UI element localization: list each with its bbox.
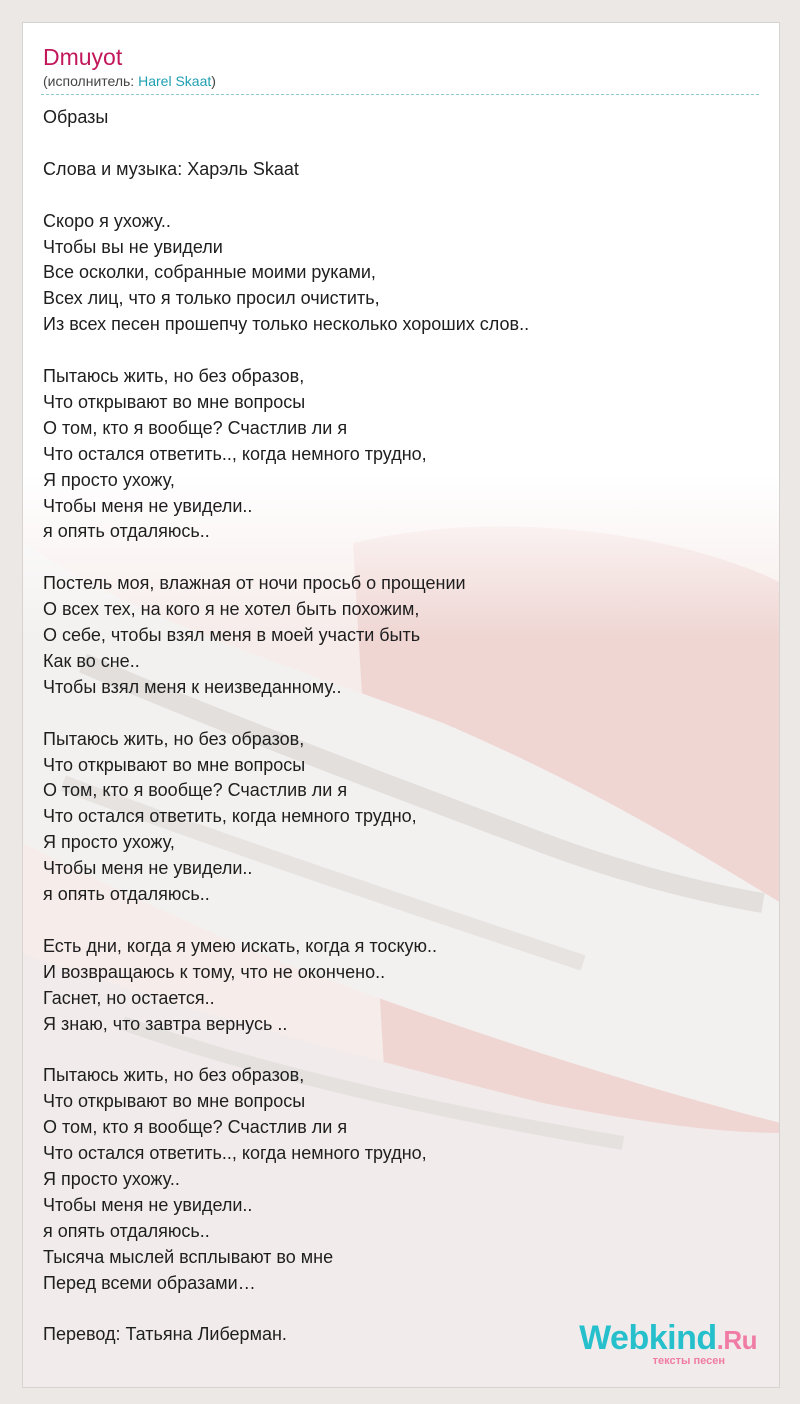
lyric-line: Я просто ухожу, <box>43 832 175 853</box>
logo-suffix: .Ru <box>716 1325 757 1355</box>
lyric-line: Я знаю, что завтра вернусь .. <box>43 1013 288 1034</box>
stanza-gap <box>43 545 759 571</box>
lyric-line: я опять отдаляюсь.. <box>43 521 210 542</box>
artist-suffix: ) <box>211 73 216 89</box>
lyric-line: О том, кто я вообще? Счастлив ли я <box>43 417 348 438</box>
stanza-gap <box>43 1038 759 1064</box>
artist-link[interactable]: Harel Skaat <box>138 73 212 89</box>
stanza-gap <box>43 908 759 934</box>
lyric-line: я опять отдаляюсь.. <box>43 1220 210 1241</box>
lyric-line: Гаснет, но остается.. <box>43 987 215 1008</box>
lyric-line: Слова и музыка: Харэль Skaat <box>43 158 299 179</box>
song-header <box>43 43 759 91</box>
song-title[interactable]: Dmuyot <box>43 44 123 70</box>
logo-main-text: Webkind <box>579 1319 717 1357</box>
lyric-line: Что остался ответить.., когда немного трудно, <box>43 1143 427 1164</box>
lyric-line: Что открывают во мне вопросы <box>43 391 306 412</box>
lyric-line: Образы <box>43 107 109 127</box>
lyric-line: Перевод: Татьяна Либерман. <box>43 1324 287 1345</box>
lyric-line: Перед всеми образами… <box>43 1272 256 1293</box>
site-logo[interactable] <box>579 1321 757 1367</box>
stanza-gap <box>43 183 759 209</box>
lyric-line: О себе, чтобы взял меня в моей участи быть <box>43 625 421 646</box>
stanza-gap <box>43 338 759 364</box>
lyric-line: Что остался ответить.., когда немного трудно, <box>43 443 427 464</box>
lyric-line: Я просто ухожу.. <box>43 1169 180 1190</box>
lyric-line: Чтобы меня не увидели.. <box>43 858 253 879</box>
lyrics-card <box>22 22 780 1388</box>
lyric-line: Тысяча мыслей всплывают во мне <box>43 1246 334 1267</box>
lyric-line: Пытаюсь жить, но без образов, <box>43 366 305 387</box>
lyric-line: Что открывают во мне вопросы <box>43 1091 306 1112</box>
artist-prefix: (исполнитель: <box>43 73 139 89</box>
artist-line <box>43 71 759 91</box>
lyric-line: Скоро я ухожу.. <box>43 210 171 231</box>
lyric-line: Чтобы взял меня к неизведанному.. <box>43 676 342 697</box>
lyric-line: Как во сне.. <box>43 650 140 671</box>
lyric-line: Чтобы вы не увидели <box>43 236 223 257</box>
stanza-gap <box>43 701 759 727</box>
header-divider <box>41 94 759 95</box>
lyric-line: Все осколки, собранные моими руками, <box>43 262 376 283</box>
stanza-gap <box>43 131 759 157</box>
lyric-line: О всех тех, на кого я не хотел быть похожим, <box>43 599 420 620</box>
lyric-line: Чтобы меня не увидели.. <box>43 495 253 516</box>
lyric-line: Пытаюсь жить, но без образов, <box>43 728 305 749</box>
lyric-line: Из всех песен прошепчу только несколько хороших слов.. <box>43 314 530 335</box>
logo-tagline: тексты песен <box>652 1355 725 1367</box>
lyric-line: Есть дни, когда я умею искать, когда я тоскую.. <box>43 935 438 956</box>
lyric-line: Что открывают во мне вопросы <box>43 754 306 775</box>
lyric-line: Что остался ответить, когда немного трудно, <box>43 806 417 827</box>
lyric-line: О том, кто я вообще? Счастлив ли я <box>43 1117 348 1138</box>
lyric-line: Я просто ухожу, <box>43 469 175 490</box>
lyric-line: Пытаюсь жить, но без образов, <box>43 1065 305 1086</box>
lyric-line: Постель моя, влажная от ночи просьб о прощении <box>43 573 466 594</box>
lyrics-text <box>43 105 759 1348</box>
lyric-line: я опять отдаляюсь.. <box>43 884 210 905</box>
lyric-line: О том, кто я вообще? Счастлив ли я <box>43 780 348 801</box>
lyric-line: Всех лиц, что я только просил очистить, <box>43 288 380 309</box>
lyric-line: И возвращаюсь к тому, что не окончено.. <box>43 961 386 982</box>
lyric-line: Чтобы меня не увидели.. <box>43 1194 253 1215</box>
